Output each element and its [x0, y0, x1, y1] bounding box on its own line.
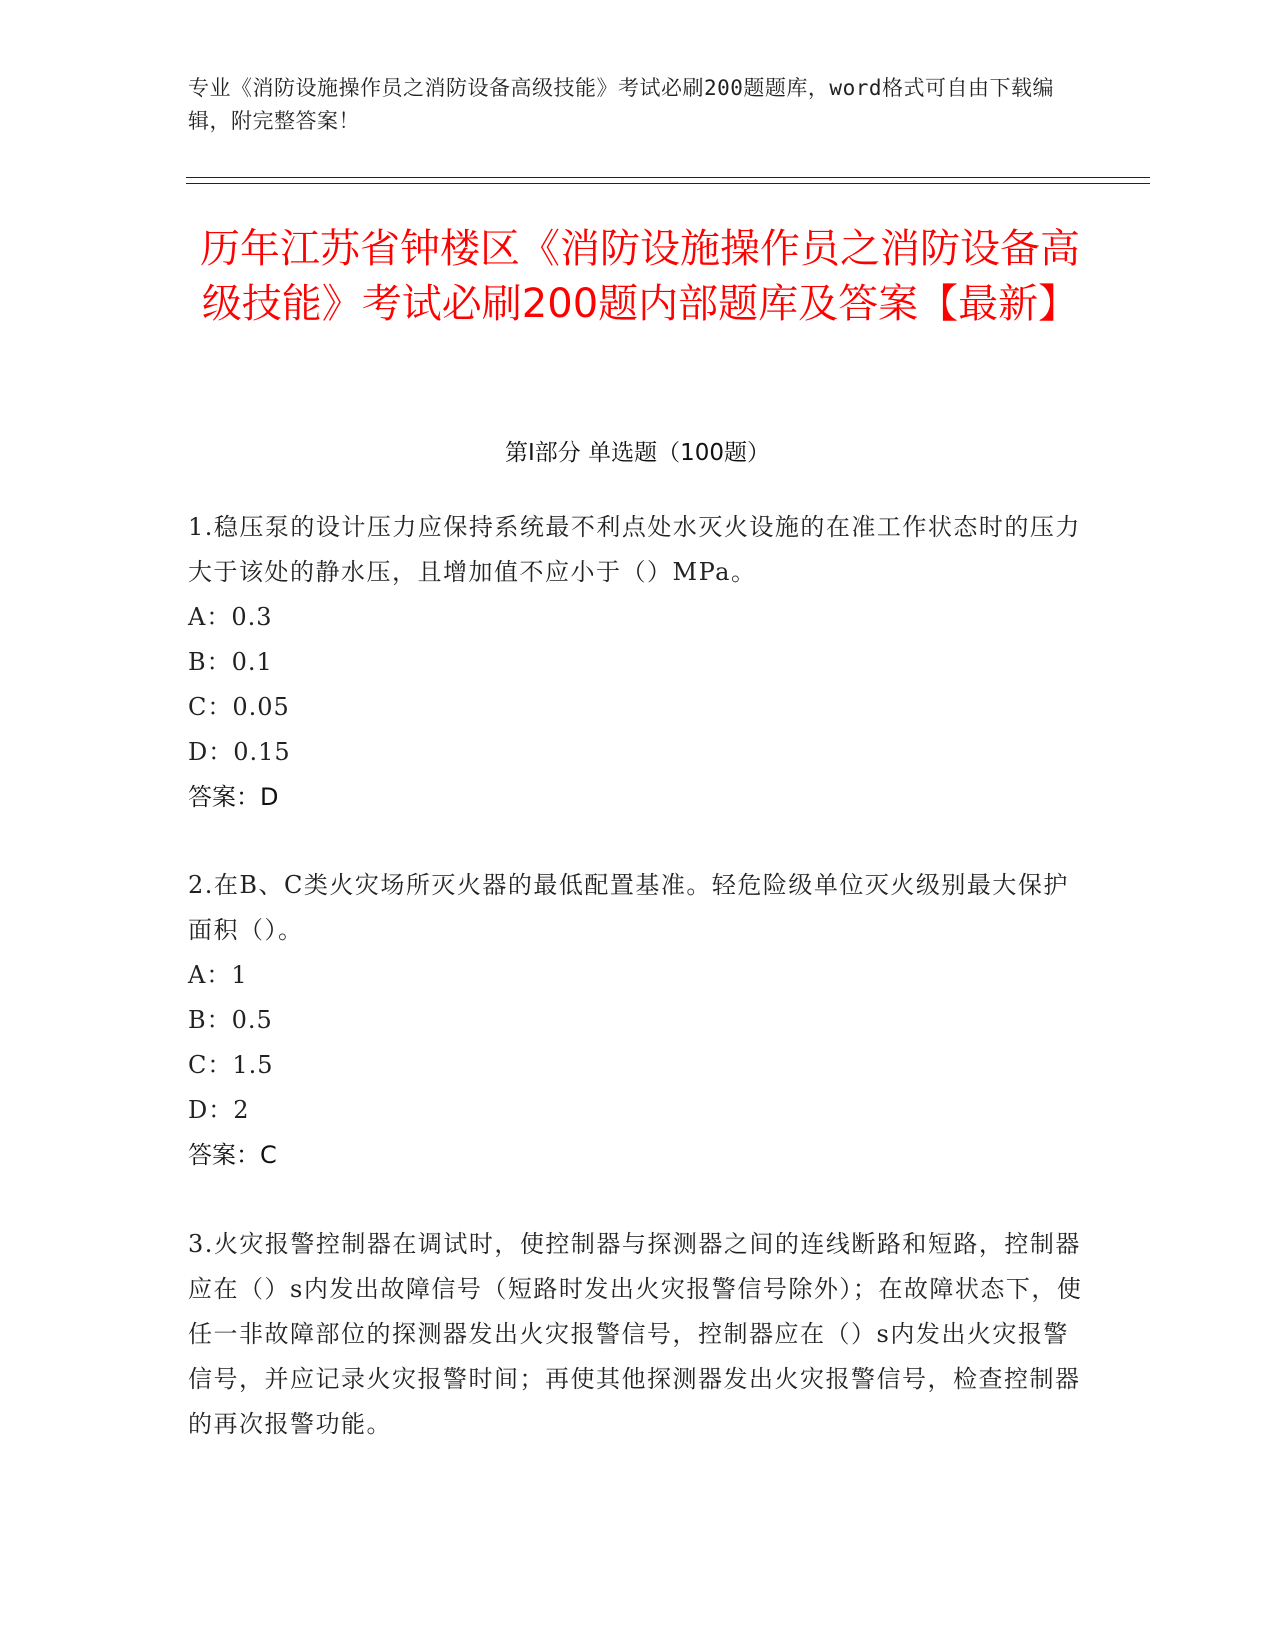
option-c: C：0.05 — [188, 693, 290, 721]
question-stem: 3.火灾报警控制器在调试时，使控制器与探测器之间的连线断路和短路，控制器应在（）s内发出故障信号（短路时发出火灾报警信号除外）；在故障状态下，使任一非故障部位的探测器发出火灾报警信号，控制器应在（）s内发出火灾报警信号，并应记录火灾报警时间；再使其他探测器发出火灾报警信号，检查控制器的再次报警功能。 — [188, 1230, 1083, 1438]
header-divider-top — [186, 177, 1150, 178]
option-b: B：0.5 — [188, 1006, 273, 1034]
option-c: C：1.5 — [188, 1051, 274, 1079]
question-stem: 2.在B、C类火灾场所灭火器的最低配置基准。轻危险级单位灭火级别最大保护面积（）。 — [188, 871, 1069, 944]
header-divider-bottom — [186, 183, 1150, 184]
document-title: 历年江苏省钟楼区《消防设施操作员之消防设备高级技能》考试必刷200题内部题库及答案【最新】 — [200, 226, 1080, 327]
question-3 — [188, 1222, 1088, 1447]
question-stem: 1.稳压泵的设计压力应保持系统最不利点处水灭火设施的在准工作状态时的压力大于该处的静水压，且增加值不应小于（）MPa。 — [188, 513, 1081, 586]
header-note: 专业《消防设施操作员之消防设备高级技能》考试必刷200题题库，word格式可自由下载编辑，附完整答案！ — [188, 76, 1054, 133]
answer: 答案：C — [188, 1141, 277, 1169]
question-2 — [188, 863, 1088, 1178]
option-d: D：0.15 — [188, 738, 291, 766]
option-a: A：0.3 — [188, 603, 273, 631]
option-b: B：0.1 — [188, 648, 273, 676]
section-heading: 第I部分 单选题（100题） — [505, 440, 770, 466]
answer: 答案：D — [188, 783, 279, 811]
question-1 — [188, 505, 1088, 820]
option-d: D：2 — [188, 1096, 250, 1124]
option-a: A：1 — [188, 961, 248, 989]
